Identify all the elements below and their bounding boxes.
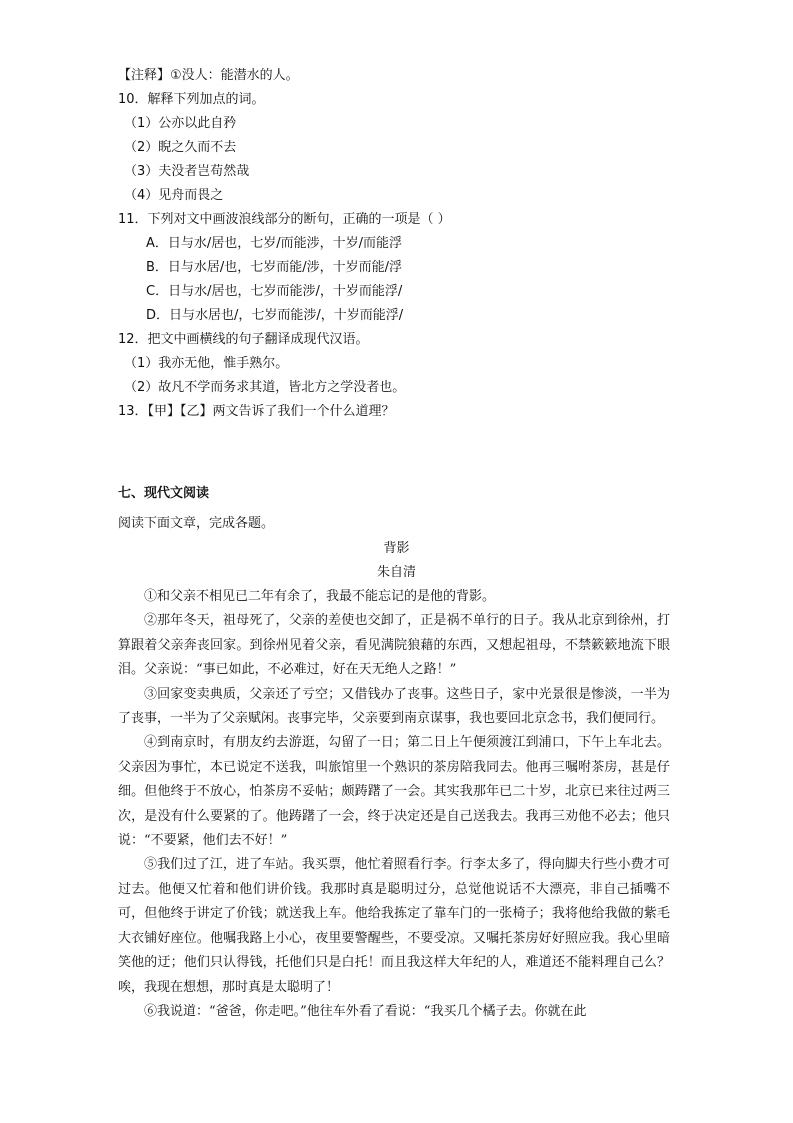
article-paragraph: ⑥我说道：“爸爸，你走吧。”他往车外看了看说：“我买几个橘子去。你就在此 (144, 1003, 587, 1019)
classical-questions (118, 64, 678, 424)
question-10-item: （1）公亦以此自矜 (124, 116, 237, 131)
question-11-stem: 11．下列对文中画波浪线部分的断句，正确的一项是（ ） (118, 212, 451, 227)
article-paragraph: ①和父亲不相见已二年有余了，我最不能忘记的是他的背影。 (144, 589, 496, 604)
article-paragraph: ③回家变卖典质，父亲还了亏空；又借钱办了丧事。这些日子，家中光景很是惨淡，一半为了丧事，一半为了父亲赋闲。丧事完毕，父亲要到南京谋事，我也要回北京念书，我们便同行。 (118, 686, 670, 727)
article-author: 朱自清 (376, 565, 416, 580)
question-13-stem: 13．【甲】【乙】两文告诉了我们一个什么道理？ (118, 404, 395, 419)
question-11-option-a: A．日与水/居也，七岁/而能涉，十岁/而能浮 (146, 236, 403, 251)
article-paragraph: ⑤我们过了江，进了车站。我买票，他忙着照看行李。行李太多了，得向脚夫行些小费才可过去。他便又忙着和他们讲价钱。我那时真是聪明过分，总觉他说话不大漂亮，非自己插嘴不可，但他终于讲定了价钱；就送我上车。他给我拣定了靠车门的一张椅子；我将他给我做的紫毛大衣铺好座位。他嘱我路上小心，夜里要警醒些，不要受凉。又嘱托茶房好好照应我。我心里暗笑他的迂；他们只认得钱，托他们只是白托！而且我这样大年纪的人，难道还不能料理自己么？唉，我现在想想，那时真是太聪明了！ (118, 857, 670, 995)
question-10-item: （3）夫没者岂苟然哉 (124, 164, 250, 179)
question-11-option-d: D．日与水居也/，七岁而能涉/，十岁而能浮/ (146, 308, 404, 323)
question-11-option-b: B．日与水居/也，七岁而能/涉，十岁而能/浮 (146, 260, 403, 275)
question-10-item: （2）睨之久而不去 (124, 140, 237, 155)
question-11-option-c: C．日与水/居也，七岁而能涉/，十岁而能浮/ (146, 284, 403, 299)
question-12-stem: 12．把文中画横线的句子翻译成现代汉语。 (118, 332, 369, 347)
article-paragraph: ④到南京时，有朋友约去游逛，勾留了一日；第二日上午便须渡江到浦口，下午上车北去。父亲因为事忙，本已说定不送我，叫旅馆里一个熟识的茶房陪我同去。他再三嘱咐茶房，甚是仔细。但他终于不放心，怕茶房不妥帖；颇踌躇了一会。其实我那年已二十岁，北京已来往过两三次，是没有什么要紧的了。他踌躇了一会，终于决定还是自己送我去。我再三劝他不必去；他只说：“不要紧，他们去不好！” (118, 735, 670, 849)
article-paragraph: ②那年冬天，祖母死了，父亲的差使也交卸了，正是祸不单行的日子。我从北京到徐州，打算跟着父亲奔丧回家。到徐州见着父亲，看见满院狼藉的东西，又想起祖母，不禁簌簌地流下眼泪。父亲说：“事已如此，不必难过，好在天无绝人之路！” (118, 613, 670, 678)
question-10-stem: 10．解释下列加点的词。 (118, 92, 265, 107)
question-12-item: （2）故凡不学而务求其道，皆北方之学没者也。 (124, 380, 406, 395)
annotation-note: 【注释】①没人：能潜水的人。 (118, 68, 299, 83)
article-title: 背影 (383, 541, 410, 556)
question-10-item: （4）见舟而畏之 (124, 188, 224, 203)
section-heading: 七、现代文阅读 (118, 486, 210, 501)
section-intro: 阅读下面文章，完成各题。 (118, 516, 275, 531)
question-12-item: （1）我亦无他，惟手熟尔。 (124, 356, 289, 371)
article-body (118, 585, 670, 1024)
